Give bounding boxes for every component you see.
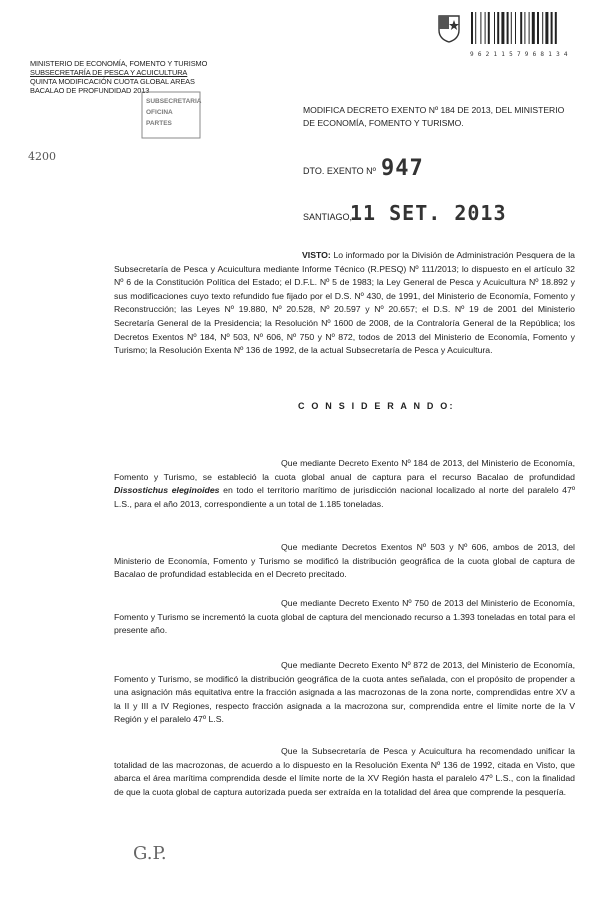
decree-label: DTO. EXENTO Nº xyxy=(303,166,376,176)
barcode-digits: 9 6 2 1 1 5 7 9 6 8 1 3 4 xyxy=(470,51,568,58)
barcode-bar xyxy=(494,12,495,44)
considerando-heading: C O N S I D E R A N D O: xyxy=(298,401,455,411)
decree-number: 947 xyxy=(381,156,424,181)
barcode-bar xyxy=(480,12,481,44)
stamp-line-3: PARTES xyxy=(146,120,172,127)
consideration-3: Que mediante Decreto Exento Nº 750 de 2013 del Ministerio de Economía, Fomento y Turismo se incrementó la cuota global de captura del mencionado recurso a 1.393 toneladas en total para el presente año. xyxy=(114,598,575,636)
stamp-line-2: OFICINA xyxy=(146,109,173,116)
header-ministry: MINISTERIO DE ECONOMÍA, FOMENTO Y TURISMO xyxy=(30,59,208,68)
consideration-1-text-b: en todo el territorio marítimo de jurisdicción nacional localizado al norte del paralelo 47º L.S., para el año 2013, correspondiente a un total de 1.185 toneladas. xyxy=(114,485,576,509)
stamp-line-1: SUBSECRETARIA xyxy=(146,98,202,105)
barcode-bar xyxy=(532,12,535,44)
header-subject: QUINTA MODIFICACIÓN CUOTA GLOBAL AREAS xyxy=(30,77,195,86)
barcode-bar xyxy=(542,12,543,44)
visto-paragraph xyxy=(114,249,575,358)
barcode-bar xyxy=(511,12,512,44)
barcode xyxy=(470,12,588,58)
consideration-2: Que mediante Decretos Exentos Nº 503 y Nº 606, ambos de 2013, del Ministerio de Economía, Fomento y Turismo se modificó la distribución geográfica de la cuota global de captura de Bacalao de profundidad establecida en el Decreto precitado. xyxy=(114,542,575,580)
consideration-1 xyxy=(114,457,575,511)
barcode-bar xyxy=(488,12,490,44)
document-title: MODIFICA DECRETO EXENTO Nº 184 DE 2013, DEL MINISTERIO DE ECONOMÍA, FOMENTO Y TURISMO. xyxy=(303,105,565,128)
barcode-bar xyxy=(507,12,509,44)
decree-date: 11 SET. 2013 xyxy=(350,201,507,225)
header-resource: BACALAO DE PROFUNDIDAD 2013 xyxy=(30,86,150,95)
barcode-bar xyxy=(485,12,486,44)
barcode-bar xyxy=(475,12,476,44)
visto-text: Lo informado por la División de Administración Pesquera de la Subsecretaría de Pesca y Acuicultura mediante Informe Técnico (R.PESQ) Nº 111/2013; lo dispuesto en el artículo 32 Nº 6 de la Constitución Política del Estado; el D.F.L. Nº 5 de 1983; la Ley General de Pesca y Acuicultura Nº 18.892 y sus modificaciones cuyo texto refundido fue fijado por el D.S. Nº 430, de 1991, del Ministerio de Economía, Fomento y Reconstrucción; las Leyes Nº 19.880, Nº 20.528, Nº 20.597 y Nº 20.657; el D.S. Nº 19 de 2001 del Ministerio Secretaría General de la Presidencia; la Resolución Nº 1600 de 2008, de la Contraloría General de la República; los Decretos Exentos Nº 184, Nº 503, Nº 606, Nº 750 y Nº 872, todos de 2013 del Ministerio de Economía, Fomento y Turismo; la Resolución Exenta Nº 136 de 1992, de la actual Subsecretaría de Pesca y Acuicultura. xyxy=(114,250,575,356)
barcode-bar xyxy=(529,12,530,44)
handwritten-margin-note: 4200 xyxy=(28,150,56,163)
place-label: SANTIAGO, xyxy=(303,212,353,222)
consideration-4: Que mediante Decreto Exento Nº 872 de 2013, del Ministerio de Economía, Fomento y Turismo, se modificó la distribución geográfica de la cuota antes señalada, con el propósito de propender a una asignación más equitativa entre la fracción asignada a las macrozonas de la zona norte, comprendidas entre XV a la II y III a IV Regiones, respecto fracción asignada a la macrozona sur, comprendida entre el límite norte de la V Región y el paralelo 47º L.S. xyxy=(114,660,575,725)
barcode-bar xyxy=(555,12,557,44)
barcode-bar xyxy=(471,12,473,44)
barcode-bar xyxy=(537,12,539,44)
handwritten-initials: G.P. xyxy=(133,843,167,864)
visto-heading: VISTO: xyxy=(302,250,331,260)
government-logo-icon xyxy=(436,12,462,44)
barcode-bar xyxy=(551,12,553,44)
consideration-1-text-a: Que mediante Decreto Exento Nº 184 de 2013, del Ministerio de Economía, Fomento y Turismo, se estableció la cuota global anual de captura para el recurso Bacalao de profundidad xyxy=(114,458,575,482)
species-name: Dissostichus eleginoides xyxy=(114,485,220,496)
barcode-bar xyxy=(524,12,525,44)
barcode-bar xyxy=(497,12,499,44)
barcode-bar xyxy=(515,12,516,44)
barcode-bar xyxy=(545,12,548,44)
barcode-bar xyxy=(501,12,504,44)
header-undersecretariat: SUBSECRETARÍA DE PESCA Y ACUICULTURA xyxy=(30,68,188,77)
barcode-bar xyxy=(520,12,522,44)
consideration-5: Que la Subsecretaría de Pesca y Acuicultura ha recomendado unificar la totalidad de las macrozonas, de acuerdo a lo dispuesto en la Resolución Exenta Nº 136 de 1992, citada en Visto, que abarca el área marítima comprendida desde el límite norte de la XV Región hasta el paralelo 47º L.S., con la finalidad de que la cuota global de captura autorizada pueda ser extraída en la totalidad del área que comprende la pesquería. xyxy=(114,746,575,797)
office-stamp xyxy=(138,88,234,148)
